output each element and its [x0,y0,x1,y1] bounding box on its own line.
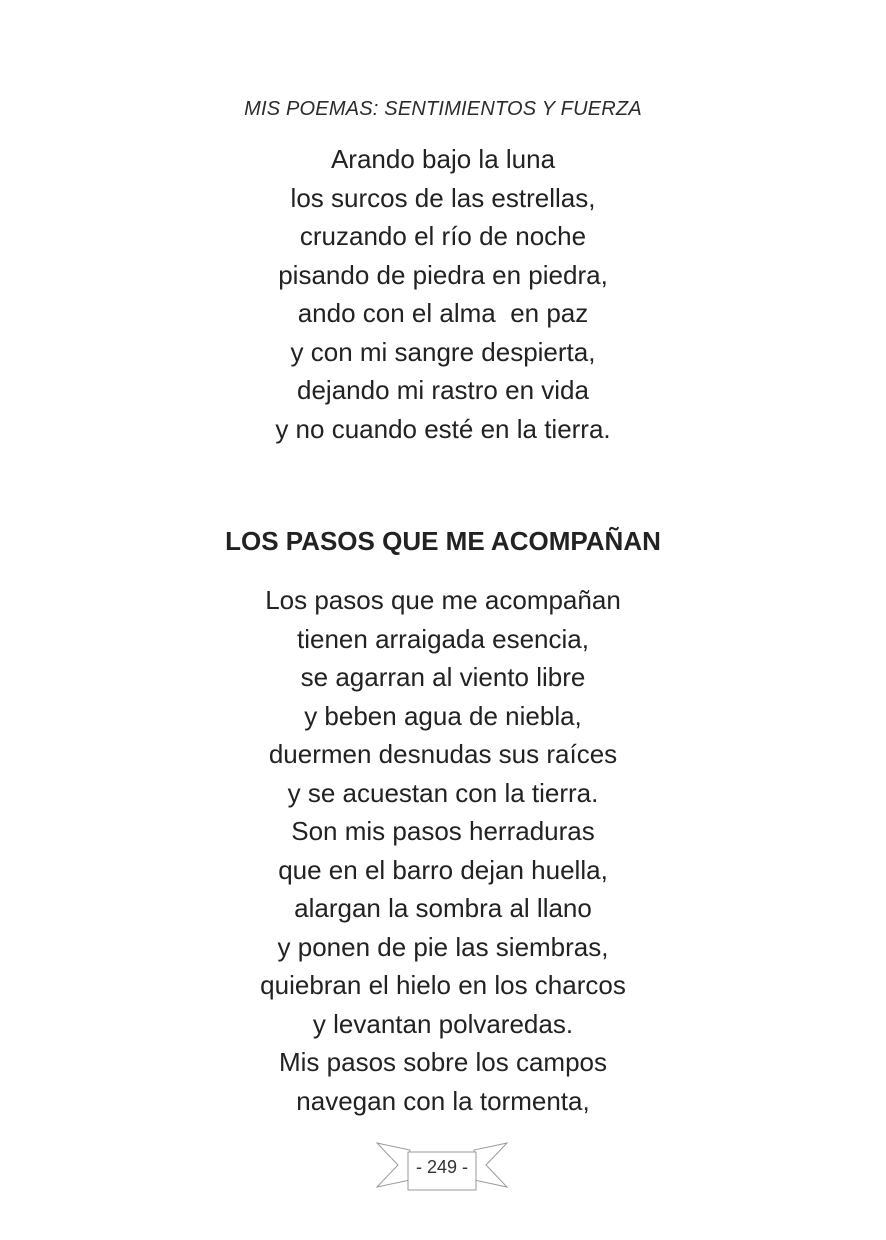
verse-line: pisando de piedra en piedra, [278,259,608,290]
poem-continued-stanza [0,140,886,448]
verse-line: quiebran el hielo en los charcos [260,970,626,1000]
poem-title: LOS PASOS QUE ME ACOMPAÑAN [225,526,661,556]
verse-line: alargan la sombra al llano [294,893,592,923]
verse-line: navegan con la tormenta, [296,1085,590,1116]
verse-line: y beben agua de niebla, [304,700,582,731]
verse-line: y levantan polvaredas. [312,1008,574,1039]
verse-line: duermen desnudas sus raíces [268,739,618,769]
page-number-badge [376,1140,508,1192]
verse-line: ando con el alma en paz [297,298,589,328]
verse-line: y ponen de pie las siembras, [277,931,609,962]
verse-line: Los pasos que me acompañan [265,585,621,615]
running-header: MIS POEMAS: SENTIMIENTOS Y FUERZA [244,98,642,120]
verse-line: se agarran al viento libre [300,662,586,692]
verse-line: Son mis pasos herraduras [291,816,595,846]
verse-line: Arando bajo la luna [330,144,556,174]
verse-line: y se acuestan con la tierra. [287,777,599,808]
verse-line: y con mi sangre despierta, [290,336,596,367]
verse-line: y no cuando esté en la tierra. [275,413,611,444]
verse-line: Mis pasos sobre los campos [278,1047,608,1077]
page-number: - 249 - [415,1157,469,1177]
verse-line: que en el barro dejan huella, [278,854,608,885]
verse-line: cruzando el río de noche [299,221,587,251]
verse-line: dejando mi rastro en vida [297,375,589,405]
verse-line: tienen arraigada esencia, [297,623,589,654]
verse-line: los surcos de las estrellas, [290,182,596,213]
poem-stanza [0,581,886,1120]
